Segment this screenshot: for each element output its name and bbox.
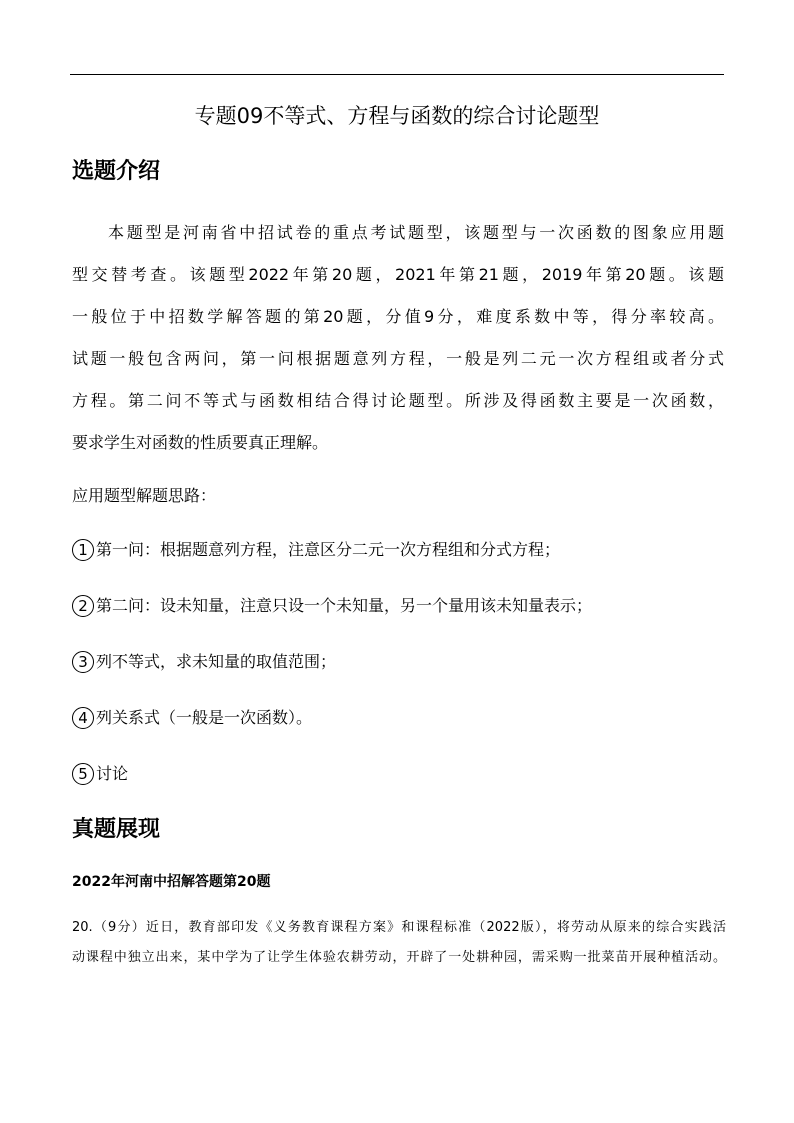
list-item xyxy=(72,702,724,758)
step-text: 第一问：根据题意列方程，注意区分二元一次方程组和分式方程； xyxy=(96,540,561,559)
section-heading-real-questions: 真题展现 xyxy=(72,817,161,842)
problem-text xyxy=(72,913,726,973)
step-number-badge: 5 xyxy=(72,763,94,785)
paragraph-line: 本题型是河南省中招试卷的重点考试题型，该题型与一次函数的图象应用题 xyxy=(108,223,724,242)
list-item xyxy=(72,758,724,814)
step-number-badge: 2 xyxy=(72,595,94,617)
solution-steps-list xyxy=(72,534,724,814)
paragraph-line: 试题一般包含两问，第一问根据题意列方程，一般是列二元一次方程组或者分式 xyxy=(72,349,724,368)
problem-line: 20.（9分）近日，教育部印发《义务教育课程方案》和课程标准（2022版），将劳动从原来的综合实践活 xyxy=(72,920,726,935)
step-text: 列关系式（一般是一次函数）。 xyxy=(96,708,313,727)
section-heading-intro: 选题介绍 xyxy=(72,159,161,184)
step-number-badge: 1 xyxy=(72,539,94,561)
step-number-badge: 4 xyxy=(72,707,94,729)
list-item xyxy=(72,590,724,646)
exam-question-source: 2022年河南中招解答题第20题 xyxy=(72,874,271,890)
paragraph-line: 型交替考查。该题型2022年第20题，2021年第21题，2019年第20题。该题 xyxy=(72,265,724,284)
paragraph-line: 一般位于中招数学解答题的第20题，分值9分，难度系数中等，得分率较高。 xyxy=(72,307,724,326)
intro-paragraph xyxy=(72,212,724,464)
step-number-badge: 3 xyxy=(72,651,94,673)
paragraph-line: 方程。第二问不等式与函数相结合得讨论题型。所涉及得函数主要是一次函数， xyxy=(72,391,724,410)
paragraph-line: 要求学生对函数的性质要真正理解。 xyxy=(72,433,329,452)
list-item xyxy=(72,534,724,590)
document-title: 专题09不等式、方程与函数的综合讨论题型 xyxy=(194,104,600,128)
step-text: 讨论 xyxy=(96,764,129,783)
step-text: 列不等式，求未知量的取值范围； xyxy=(96,652,337,671)
header-rule xyxy=(70,74,724,75)
problem-line: 动课程中独立出来，某中学为了让学生体验农耕劳动，开辟了一处耕种园，需采购一批菜苗开展种植活动。 xyxy=(72,950,726,965)
solution-approach-label: 应用题型解题思路： xyxy=(72,486,217,505)
list-item xyxy=(72,646,724,702)
step-text: 第二问：设未知量，注意只设一个未知量，另一个量用该未知量表示； xyxy=(96,596,593,615)
